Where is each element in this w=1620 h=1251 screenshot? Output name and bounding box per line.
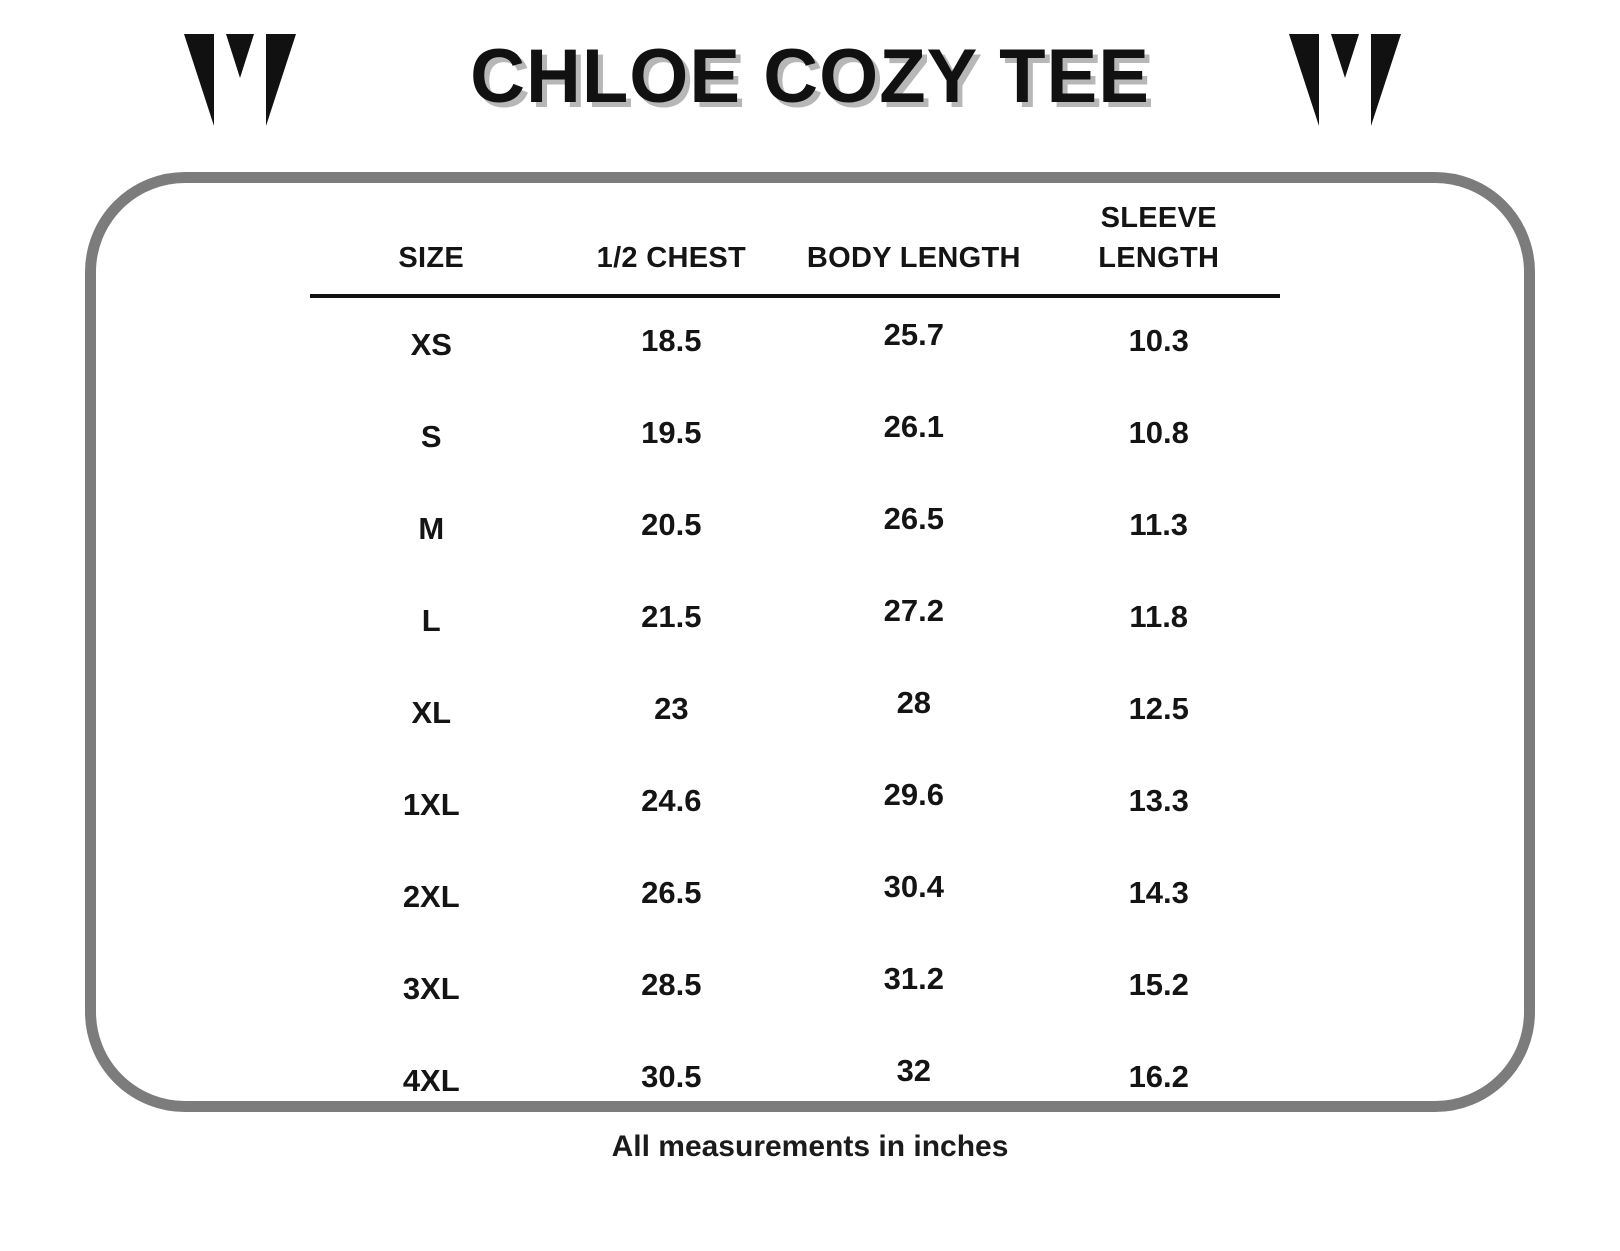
cell-chest: 23 — [654, 690, 689, 726]
table-row — [310, 296, 1280, 390]
cell-sleeve: 13.3 — [1128, 782, 1189, 818]
size-chart-table — [310, 192, 1280, 1126]
cell-sleeve: 15.2 — [1128, 966, 1189, 1002]
cell-size: XS — [410, 326, 452, 362]
cell-body: 31.2 — [883, 960, 944, 996]
cell-sleeve: 16.2 — [1128, 1058, 1189, 1094]
cell-sleeve: 11.8 — [1129, 598, 1189, 634]
table-row — [310, 850, 1280, 942]
table-row — [310, 574, 1280, 666]
cell-chest: 30.5 — [641, 1058, 702, 1094]
cell-body: 26.1 — [883, 408, 944, 444]
table-header-row — [310, 192, 1280, 296]
table-row — [310, 390, 1280, 482]
cell-chest: 21.5 — [641, 598, 702, 634]
table-row — [310, 758, 1280, 850]
size-chart-table-wrapper — [310, 192, 1280, 1126]
cell-size: S — [420, 418, 442, 454]
cell-body: 26.5 — [883, 500, 944, 536]
table-row — [310, 666, 1280, 758]
cell-chest: 20.5 — [641, 506, 702, 542]
column-header-body-length: BODY LENGTH — [806, 242, 1021, 275]
cell-body: 27.2 — [883, 592, 944, 628]
table-row — [310, 942, 1280, 1034]
measurement-units-note: All measurements in inches — [611, 1130, 1009, 1163]
cell-chest: 19.5 — [641, 414, 702, 450]
page-header — [0, 0, 1620, 160]
cell-chest: 18.5 — [641, 322, 702, 358]
table-row — [310, 1034, 1280, 1126]
cell-size: M — [418, 510, 445, 546]
cell-sleeve: 11.3 — [1129, 506, 1189, 542]
table-row — [310, 482, 1280, 574]
cell-chest: 24.6 — [641, 782, 702, 818]
cell-body: 28 — [896, 684, 932, 720]
cell-sleeve: 10.8 — [1128, 414, 1189, 450]
brand-chevron-logo-right-icon — [1285, 30, 1405, 130]
cell-size: 3XL — [402, 970, 460, 1006]
column-header-chest: 1/2 CHEST — [596, 242, 746, 275]
cell-size: 4XL — [402, 1062, 460, 1098]
cell-sleeve: 10.3 — [1128, 322, 1189, 358]
cell-body: 29.6 — [883, 776, 944, 812]
page-title: CHLOE COZY TEE — [470, 34, 1150, 119]
cell-size: L — [421, 602, 441, 638]
cell-body: 30.4 — [883, 868, 944, 904]
cell-size: 2XL — [402, 878, 460, 914]
cell-sleeve: 12.5 — [1128, 690, 1189, 726]
cell-chest: 28.5 — [641, 966, 702, 1002]
cell-size: XL — [411, 694, 452, 730]
cell-body: 25.7 — [883, 316, 944, 352]
column-header-size: SIZE — [398, 242, 465, 275]
column-header-sleeve-length: SLEEVE LENGTH — [1098, 202, 1220, 275]
brand-chevron-logo-left-icon — [180, 30, 300, 130]
cell-body: 32 — [896, 1052, 932, 1088]
cell-size: 1XL — [402, 786, 460, 822]
cell-sleeve: 14.3 — [1128, 874, 1189, 910]
cell-chest: 26.5 — [641, 874, 702, 910]
